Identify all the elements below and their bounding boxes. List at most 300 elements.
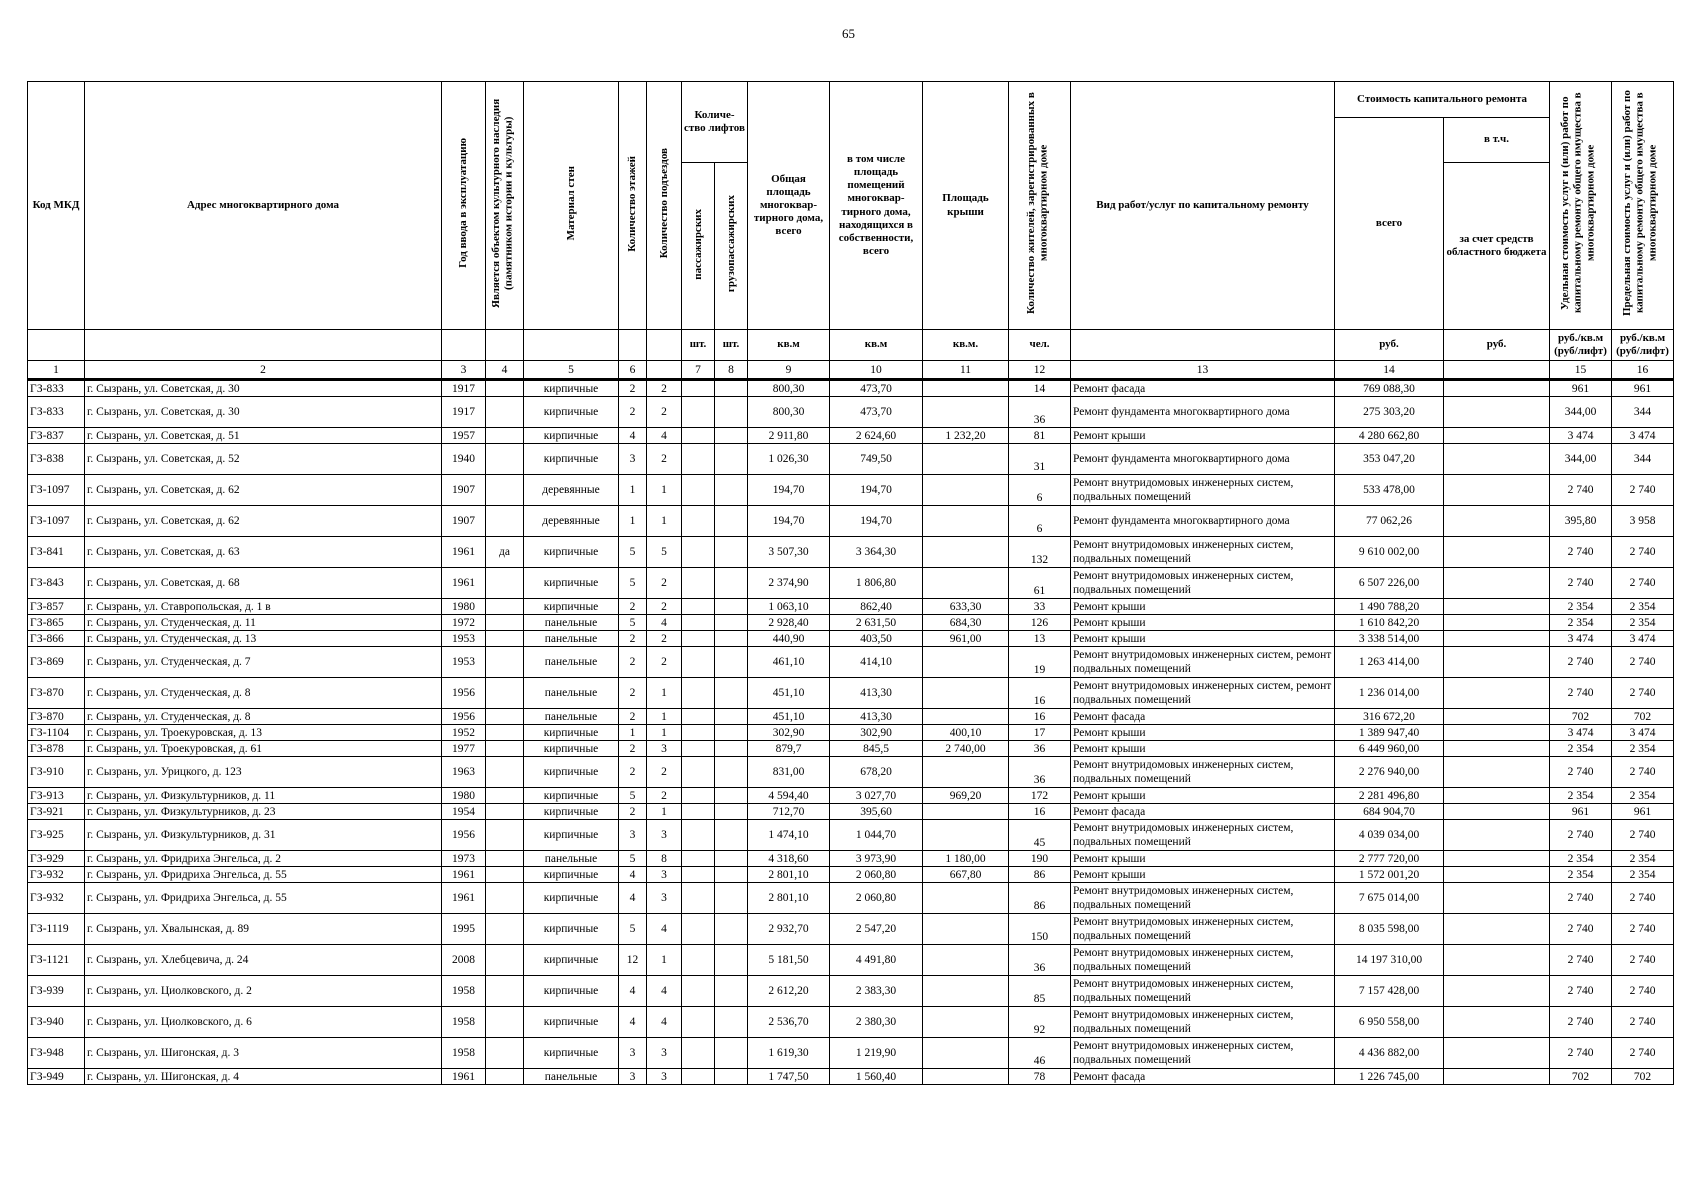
cell-floors: 1 (619, 475, 647, 506)
cell-roof (923, 397, 1009, 428)
cell-empty (682, 725, 715, 741)
header-residents: Количество жителей, зарегистрированных в многоквартирном доме (1009, 82, 1071, 330)
cell-unit-cost: 3 474 (1550, 428, 1612, 444)
cell-empty (715, 537, 748, 568)
cell-work: Ремонт фасада (1071, 1069, 1335, 1085)
table-row (28, 788, 1674, 804)
cell-roof (923, 678, 1009, 709)
cell-cost: 14 197 310,00 (1335, 945, 1444, 976)
cell-empty (682, 537, 715, 568)
cell-unit-cost: 702 (1550, 709, 1612, 725)
cell-entrances: 2 (647, 380, 682, 397)
cell-wall: кирпичные (524, 804, 619, 820)
cell-code: ГЗ-878 (28, 741, 85, 757)
cell-empty (715, 380, 748, 397)
cell-wall: кирпичные (524, 537, 619, 568)
cell-entrances: 1 (647, 678, 682, 709)
cell-limit-cost: 2 740 (1612, 883, 1674, 914)
cell-entrances: 1 (647, 804, 682, 820)
cell-work: Ремонт фундамента многоквартирного дома (1071, 397, 1335, 428)
cell-floors: 2 (619, 741, 647, 757)
cell-area-owned: 414,10 (830, 647, 923, 678)
cell-work: Ремонт внутридомовых инженерных систем, подвальных помещений (1071, 757, 1335, 788)
cell-roof (923, 1069, 1009, 1085)
cell-floors: 3 (619, 820, 647, 851)
cell-roof: 633,30 (923, 599, 1009, 615)
cell-empty (682, 883, 715, 914)
cell-region (1444, 615, 1550, 631)
cell-area-total: 302,90 (748, 725, 830, 741)
cell-empty (715, 1069, 748, 1085)
cell-area-total: 4 318,60 (748, 851, 830, 867)
header-code: Код МКД (28, 82, 85, 330)
cell-area-total: 712,70 (748, 804, 830, 820)
table-row (28, 537, 1674, 568)
cell-year: 1940 (442, 444, 486, 475)
cell-area-owned: 1 560,40 (830, 1069, 923, 1085)
cell-wall: кирпичные (524, 444, 619, 475)
table-row (28, 851, 1674, 867)
cell-wall: кирпичные (524, 725, 619, 741)
cell-year: 1956 (442, 820, 486, 851)
cell-address: г. Сызрань, ул. Ставропольская, д. 1 в (85, 599, 442, 615)
column-number: 14 (1335, 361, 1444, 380)
cell-empty (715, 851, 748, 867)
cell-unit-cost: 2 740 (1550, 883, 1612, 914)
cell-year: 1958 (442, 1038, 486, 1069)
cell-area-owned: 678,20 (830, 757, 923, 788)
cell-limit-cost: 2 354 (1612, 851, 1674, 867)
cell-floors: 2 (619, 678, 647, 709)
cell-year: 1907 (442, 506, 486, 537)
cell-area-total: 2 932,70 (748, 914, 830, 945)
cell-region (1444, 851, 1550, 867)
cell-year: 1953 (442, 631, 486, 647)
cell-wall: кирпичные (524, 428, 619, 444)
cell-year: 1980 (442, 788, 486, 804)
cell-unit-cost: 2 740 (1550, 475, 1612, 506)
cell-work: Ремонт внутридомовых инженерных систем, подвальных помещений (1071, 1038, 1335, 1069)
cell-cost: 7 157 428,00 (1335, 976, 1444, 1007)
cell-address: г. Сызрань, ул. Урицкого, д. 123 (85, 757, 442, 788)
cell-wall: кирпичные (524, 1038, 619, 1069)
cell-limit-cost: 344 (1612, 444, 1674, 475)
cell-floors: 5 (619, 788, 647, 804)
unit-limit-cost: руб./кв.м (руб/лифт) (1612, 330, 1674, 361)
cell-floors: 1 (619, 506, 647, 537)
cell-empty (682, 757, 715, 788)
cell-year: 1972 (442, 615, 486, 631)
cell-work: Ремонт внутридомовых инженерных систем, ремонт подвальных помещений (1071, 647, 1335, 678)
cell-area-total: 1 619,30 (748, 1038, 830, 1069)
table-row (28, 757, 1674, 788)
cell-empty (715, 945, 748, 976)
cell-unit-cost: 2 354 (1550, 851, 1612, 867)
cell-heritage (486, 444, 524, 475)
cell-work: Ремонт внутридомовых инженерных систем, подвальных помещений (1071, 475, 1335, 506)
cell-entrances: 2 (647, 647, 682, 678)
column-number: 16 (1612, 361, 1674, 380)
cell-work: Ремонт внутридомовых инженерных систем, подвальных помещений (1071, 537, 1335, 568)
cell-cost: 4 280 662,80 (1335, 428, 1444, 444)
cell-residents: 36 (1009, 757, 1071, 788)
cell-residents: 31 (1009, 444, 1071, 475)
cell-heritage (486, 867, 524, 883)
cell-entrances: 3 (647, 820, 682, 851)
cell-year: 1961 (442, 1069, 486, 1085)
cell-year: 1980 (442, 599, 486, 615)
cell-empty (682, 945, 715, 976)
cell-cost: 353 047,20 (1335, 444, 1444, 475)
cell-address: г. Сызрань, ул. Студенческая, д. 8 (85, 678, 442, 709)
cell-residents: 45 (1009, 820, 1071, 851)
cell-area-total: 2 801,10 (748, 867, 830, 883)
cell-empty (682, 976, 715, 1007)
cell-floors: 2 (619, 757, 647, 788)
cell-address: г. Сызрань, ул. Шигонская, д. 3 (85, 1038, 442, 1069)
cell-unit-cost: 344,00 (1550, 397, 1612, 428)
header-heritage: Является объектом культурного наследия (памятником истории и культуры) (486, 82, 524, 330)
cell-empty (682, 506, 715, 537)
cell-heritage (486, 914, 524, 945)
cell-wall: кирпичные (524, 397, 619, 428)
cell-limit-cost: 2 354 (1612, 599, 1674, 615)
cell-work: Ремонт крыши (1071, 725, 1335, 741)
cell-empty (715, 820, 748, 851)
cell-year: 1963 (442, 757, 486, 788)
cell-empty (682, 1007, 715, 1038)
cell-entrances: 4 (647, 976, 682, 1007)
cell-year: 1954 (442, 804, 486, 820)
cell-address: г. Сызрань, ул. Советская, д. 63 (85, 537, 442, 568)
cell-residents: 6 (1009, 475, 1071, 506)
cell-entrances: 2 (647, 631, 682, 647)
cell-work: Ремонт фундамента многоквартирного дома (1071, 444, 1335, 475)
cell-empty (715, 568, 748, 599)
header-wall: Материал стен (524, 82, 619, 330)
cell-area-total: 5 181,50 (748, 945, 830, 976)
unit-residents: чел. (1009, 330, 1071, 361)
cell-address: г. Сызрань, ул. Фридриха Энгельса, д. 2 (85, 851, 442, 867)
cell-area-owned: 2 624,60 (830, 428, 923, 444)
cell-area-total: 2 801,10 (748, 883, 830, 914)
cell-year: 1956 (442, 678, 486, 709)
cell-work: Ремонт внутридомовых инженерных систем, подвальных помещений (1071, 820, 1335, 851)
cell-cost: 1 389 947,40 (1335, 725, 1444, 741)
cell-empty (682, 380, 715, 397)
cell-empty (715, 914, 748, 945)
cell-residents: 14 (1009, 380, 1071, 397)
cell-address: г. Сызрань, ул. Советская, д. 62 (85, 506, 442, 537)
cell-heritage (486, 647, 524, 678)
units-row (28, 330, 1674, 361)
cell-entrances: 2 (647, 568, 682, 599)
cell-entrances: 4 (647, 615, 682, 631)
cell-area-owned: 302,90 (830, 725, 923, 741)
cell-work: Ремонт крыши (1071, 741, 1335, 757)
header-roof: Площадь крыши (923, 82, 1009, 330)
cell-limit-cost: 961 (1612, 804, 1674, 820)
cell-empty (715, 397, 748, 428)
cell-roof (923, 380, 1009, 397)
table-row (28, 945, 1674, 976)
cell-entrances: 2 (647, 444, 682, 475)
cell-residents: 16 (1009, 709, 1071, 725)
column-number (1444, 361, 1550, 380)
cell-entrances: 1 (647, 506, 682, 537)
table-row (28, 380, 1674, 397)
cell-unit-cost: 2 740 (1550, 1007, 1612, 1038)
column-number: 7 (682, 361, 715, 380)
unit-unit-cost: руб./кв.м (руб/лифт) (1550, 330, 1612, 361)
cell-entrances: 8 (647, 851, 682, 867)
cell-empty (682, 741, 715, 757)
cell-area-total: 2 612,20 (748, 976, 830, 1007)
cell-area-owned: 473,70 (830, 380, 923, 397)
cell-limit-cost: 702 (1612, 709, 1674, 725)
cell-cost: 533 478,00 (1335, 475, 1444, 506)
cell-floors: 5 (619, 851, 647, 867)
cell-unit-cost: 2 740 (1550, 945, 1612, 976)
cell-wall: кирпичные (524, 1007, 619, 1038)
cell-region (1444, 709, 1550, 725)
column-number: 12 (1009, 361, 1071, 380)
table-row (28, 976, 1674, 1007)
cell-entrances: 2 (647, 757, 682, 788)
cell-cost: 3 338 514,00 (1335, 631, 1444, 647)
cell-limit-cost: 2 740 (1612, 475, 1674, 506)
cell-entrances: 2 (647, 599, 682, 615)
cell-area-total: 2 536,70 (748, 1007, 830, 1038)
cell-roof (923, 537, 1009, 568)
cell-region (1444, 1069, 1550, 1085)
cell-area-owned: 3 027,70 (830, 788, 923, 804)
cell-floors: 3 (619, 1038, 647, 1069)
cell-entrances: 4 (647, 428, 682, 444)
cell-area-owned: 403,50 (830, 631, 923, 647)
table-row (28, 615, 1674, 631)
cell-unit-cost: 2 354 (1550, 599, 1612, 615)
cell-wall: кирпичные (524, 788, 619, 804)
cell-empty (715, 976, 748, 1007)
cell-area-total: 461,10 (748, 647, 830, 678)
cell-floors: 4 (619, 1007, 647, 1038)
cell-cost: 2 777 720,00 (1335, 851, 1444, 867)
cell-address: г. Сызрань, ул. Троекуровская, д. 13 (85, 725, 442, 741)
cell-empty (682, 647, 715, 678)
cell-wall: деревянные (524, 475, 619, 506)
cell-area-total: 800,30 (748, 397, 830, 428)
cell-unit-cost: 2 740 (1550, 757, 1612, 788)
table-row (28, 883, 1674, 914)
cell-year: 1907 (442, 475, 486, 506)
cell-area-total: 194,70 (748, 475, 830, 506)
cell-region (1444, 647, 1550, 678)
cell-unit-cost: 961 (1550, 380, 1612, 397)
cell-work: Ремонт фасада (1071, 709, 1335, 725)
cell-residents: 86 (1009, 867, 1071, 883)
page-number: 65 (842, 26, 855, 41)
column-number: 9 (748, 361, 830, 380)
table-header (28, 82, 1674, 380)
cell-floors: 2 (619, 631, 647, 647)
cell-limit-cost: 2 740 (1612, 945, 1674, 976)
cell-region (1444, 444, 1550, 475)
cell-residents: 61 (1009, 568, 1071, 599)
column-number: 11 (923, 361, 1009, 380)
cell-cost: 8 035 598,00 (1335, 914, 1444, 945)
cell-work: Ремонт крыши (1071, 428, 1335, 444)
cell-empty (682, 428, 715, 444)
cell-residents: 190 (1009, 851, 1071, 867)
cell-unit-cost: 3 474 (1550, 725, 1612, 741)
cell-address: г. Сызрань, ул. Фридриха Энгельса, д. 55 (85, 883, 442, 914)
cell-floors: 2 (619, 804, 647, 820)
cell-limit-cost: 2 354 (1612, 788, 1674, 804)
cell-area-total: 831,00 (748, 757, 830, 788)
header-address: Адрес многоквартирного дома (85, 82, 442, 330)
header-work: Вид работ/услуг по капитальному ремонту (1071, 82, 1335, 330)
cell-empty (715, 647, 748, 678)
table-row (28, 867, 1674, 883)
cell-address: г. Сызрань, ул. Циолковского, д. 6 (85, 1007, 442, 1038)
cell-floors: 5 (619, 615, 647, 631)
cell-floors: 4 (619, 883, 647, 914)
cell-year: 1961 (442, 867, 486, 883)
cell-empty (682, 867, 715, 883)
cell-cost: 1 572 001,20 (1335, 867, 1444, 883)
cell-wall: кирпичные (524, 568, 619, 599)
cell-code: ГЗ-838 (28, 444, 85, 475)
cell-year: 1977 (442, 741, 486, 757)
cell-roof (923, 757, 1009, 788)
table-row (28, 741, 1674, 757)
cell-limit-cost: 3 474 (1612, 428, 1674, 444)
cell-heritage (486, 615, 524, 631)
column-number: 5 (524, 361, 619, 380)
cell-code: ГЗ-843 (28, 568, 85, 599)
cell-heritage (486, 883, 524, 914)
cell-area-total: 1 063,10 (748, 599, 830, 615)
table-row (28, 631, 1674, 647)
cell-unit-cost: 2 740 (1550, 647, 1612, 678)
cell-entrances: 3 (647, 867, 682, 883)
cell-area-owned: 2 547,20 (830, 914, 923, 945)
cell-area-owned: 2 060,80 (830, 867, 923, 883)
cell-unit-cost: 3 474 (1550, 631, 1612, 647)
cell-heritage (486, 568, 524, 599)
cell-limit-cost: 2 740 (1612, 914, 1674, 945)
cell-area-owned: 2 060,80 (830, 883, 923, 914)
header-floors: Количество этажей (619, 82, 647, 330)
cell-entrances: 1 (647, 725, 682, 741)
cell-limit-cost: 2 740 (1612, 820, 1674, 851)
cell-entrances: 2 (647, 788, 682, 804)
header-limit-cost: Предельная стоимость услуг и (или) работ по капитальному ремонту общего имущества в многоквартирном доме (1612, 82, 1674, 330)
cell-work: Ремонт внутридомовых инженерных систем, подвальных помещений (1071, 976, 1335, 1007)
cell-roof (923, 804, 1009, 820)
cell-wall: кирпичные (524, 867, 619, 883)
cell-code: ГЗ-921 (28, 804, 85, 820)
cell-region (1444, 475, 1550, 506)
cell-work: Ремонт внутридомовых инженерных систем, подвальных помещений (1071, 1007, 1335, 1038)
header-cost-incl: в т.ч. (1444, 118, 1550, 163)
cell-wall: кирпичные (524, 757, 619, 788)
table-row (28, 1069, 1674, 1085)
cell-region (1444, 883, 1550, 914)
cell-entrances: 1 (647, 709, 682, 725)
column-number: 15 (1550, 361, 1612, 380)
cell-empty (715, 444, 748, 475)
cell-wall: кирпичные (524, 599, 619, 615)
cell-cost: 275 303,20 (1335, 397, 1444, 428)
cell-heritage (486, 709, 524, 725)
header-lifts-cargo: грузопассажирских (715, 163, 748, 330)
cell-year: 1953 (442, 647, 486, 678)
cell-area-owned: 862,40 (830, 599, 923, 615)
cell-year: 1973 (442, 851, 486, 867)
header-unit-cost: Удельная стоимость услуг и (или) работ по капитальному ремонту общего имущества в многоквартирном доме (1550, 82, 1612, 330)
cell-area-owned: 413,30 (830, 709, 923, 725)
cell-work: Ремонт крыши (1071, 615, 1335, 631)
cell-address: г. Сызрань, ул. Шигонская, д. 4 (85, 1069, 442, 1085)
cell-area-owned: 3 364,30 (830, 537, 923, 568)
cell-code: ГЗ-1097 (28, 475, 85, 506)
cell-work: Ремонт внутридомовых инженерных систем, подвальных помещений (1071, 945, 1335, 976)
cell-area-total: 2 928,40 (748, 615, 830, 631)
cell-unit-cost: 2 354 (1550, 867, 1612, 883)
cell-area-owned: 749,50 (830, 444, 923, 475)
cell-region (1444, 804, 1550, 820)
cell-roof (923, 506, 1009, 537)
cell-cost: 4 039 034,00 (1335, 820, 1444, 851)
cell-empty (715, 883, 748, 914)
cell-wall: деревянные (524, 506, 619, 537)
cell-entrances: 3 (647, 741, 682, 757)
cell-empty (715, 709, 748, 725)
cell-unit-cost: 2 740 (1550, 537, 1612, 568)
cell-entrances: 2 (647, 397, 682, 428)
cell-heritage (486, 631, 524, 647)
cell-code: ГЗ-940 (28, 1007, 85, 1038)
cell-roof: 400,10 (923, 725, 1009, 741)
cell-code: ГЗ-925 (28, 820, 85, 851)
cell-cost: 6 950 558,00 (1335, 1007, 1444, 1038)
cell-work: Ремонт внутридомовых инженерных систем, подвальных помещений (1071, 914, 1335, 945)
cell-area-owned: 3 973,90 (830, 851, 923, 867)
cell-year: 1956 (442, 709, 486, 725)
cell-residents: 6 (1009, 506, 1071, 537)
cell-heritage (486, 506, 524, 537)
cell-roof: 684,30 (923, 615, 1009, 631)
table-row (28, 725, 1674, 741)
cell-heritage (486, 475, 524, 506)
cell-floors: 4 (619, 428, 647, 444)
cell-year: 1957 (442, 428, 486, 444)
cell-code: ГЗ-857 (28, 599, 85, 615)
column-number: 13 (1071, 361, 1335, 380)
cell-roof (923, 568, 1009, 599)
cell-limit-cost: 2 354 (1612, 867, 1674, 883)
cell-region (1444, 1038, 1550, 1069)
cell-area-owned: 194,70 (830, 475, 923, 506)
table-row (28, 914, 1674, 945)
cell-address: г. Сызрань, ул. Циолковского, д. 2 (85, 976, 442, 1007)
cell-area-owned: 1 806,80 (830, 568, 923, 599)
cell-empty (682, 568, 715, 599)
unit-area-owned: кв.м (830, 330, 923, 361)
cell-roof: 1 180,00 (923, 851, 1009, 867)
